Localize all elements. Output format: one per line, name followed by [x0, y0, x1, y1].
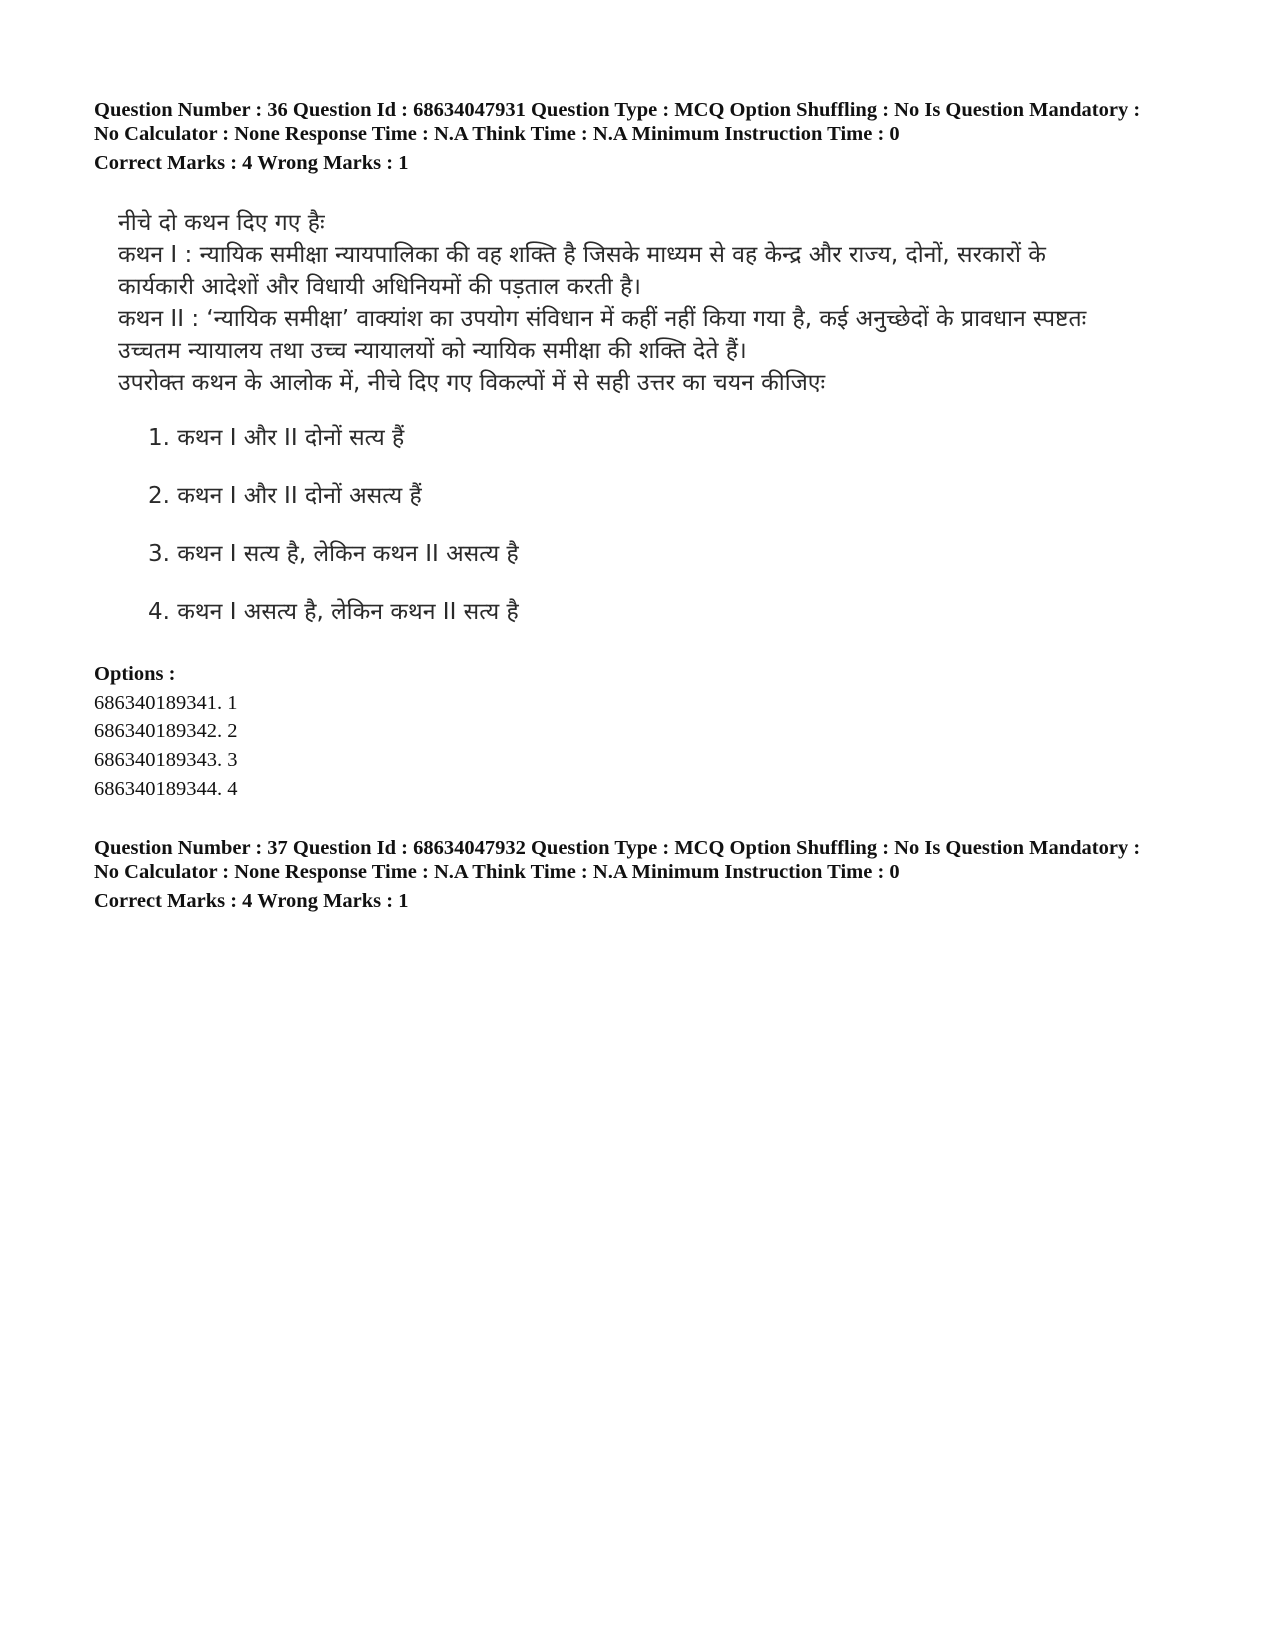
- question-body-line: नीचे दो कथन दिए गए हैः: [118, 210, 325, 236]
- option-row: 686340189343. 3: [94, 749, 238, 771]
- question-body-line: कथन II : ‘न्यायिक समीक्षा’ वाक्यांश का उपयोग संविधान में कहीं नहीं किया गया है, कई अनुच्छेदों के प्रावधान स्पष्टतः: [118, 306, 1087, 332]
- question-36-meta: [94, 98, 1204, 146]
- choice-1: 1. कथन I और II दोनों सत्य हैं: [148, 425, 405, 451]
- choice-2: 2. कथन I और II दोनों असत्य हैं: [148, 483, 422, 509]
- choice-4: 4. कथन I असत्य है, लेकिन कथन II सत्य है: [148, 599, 519, 625]
- question-36-body: [118, 207, 1178, 399]
- question-37-marks: Correct Marks : 4 Wrong Marks : 1: [94, 890, 409, 912]
- choice-3: 3. कथन I सत्य है, लेकिन कथन II असत्य है: [148, 541, 519, 567]
- option-row: 686340189344. 4: [94, 778, 238, 800]
- option-row: 686340189341. 1: [94, 692, 238, 714]
- question-36-meta-line-2: No Calculator : None Response Time : N.A Think Time : N.A Minimum Instruction Time : 0: [94, 123, 900, 145]
- question-37-meta-line-1: Question Number : 37 Question Id : 68634047932 Question Type : MCQ Option Shuffling : No Is Question Mandatory :: [94, 837, 1141, 859]
- question-body-line: कथन I : न्यायिक समीक्षा न्यायपालिका की वह शक्ति है जिसके माध्यम से वह केन्द्र और राज्य, दोनों, सरकारों के: [118, 242, 1046, 268]
- question-37-meta-line-2: No Calculator : None Response Time : N.A Think Time : N.A Minimum Instruction Time : 0: [94, 861, 900, 883]
- question-36-meta-line-1: Question Number : 36 Question Id : 68634047931 Question Type : MCQ Option Shuffling : No Is Question Mandatory :: [94, 99, 1141, 121]
- question-body-line: उच्चतम न्यायालय तथा उच्च न्यायालयों को न्यायिक समीक्षा की शक्ति देते हैं।: [118, 338, 747, 364]
- question-36-marks: Correct Marks : 4 Wrong Marks : 1: [94, 152, 409, 174]
- question-body-line: उपरोक्त कथन के आलोक में, नीचे दिए गए विकल्पों में से सही उत्तर का चयन कीजिएः: [118, 370, 826, 396]
- question-37-meta: [94, 836, 1204, 884]
- option-row: 686340189342. 2: [94, 720, 238, 742]
- options-label: Options :: [94, 663, 176, 685]
- question-body-line: कार्यकारी आदेशों और विधायी अधिनियमों की पड़ताल करती है।: [118, 274, 641, 300]
